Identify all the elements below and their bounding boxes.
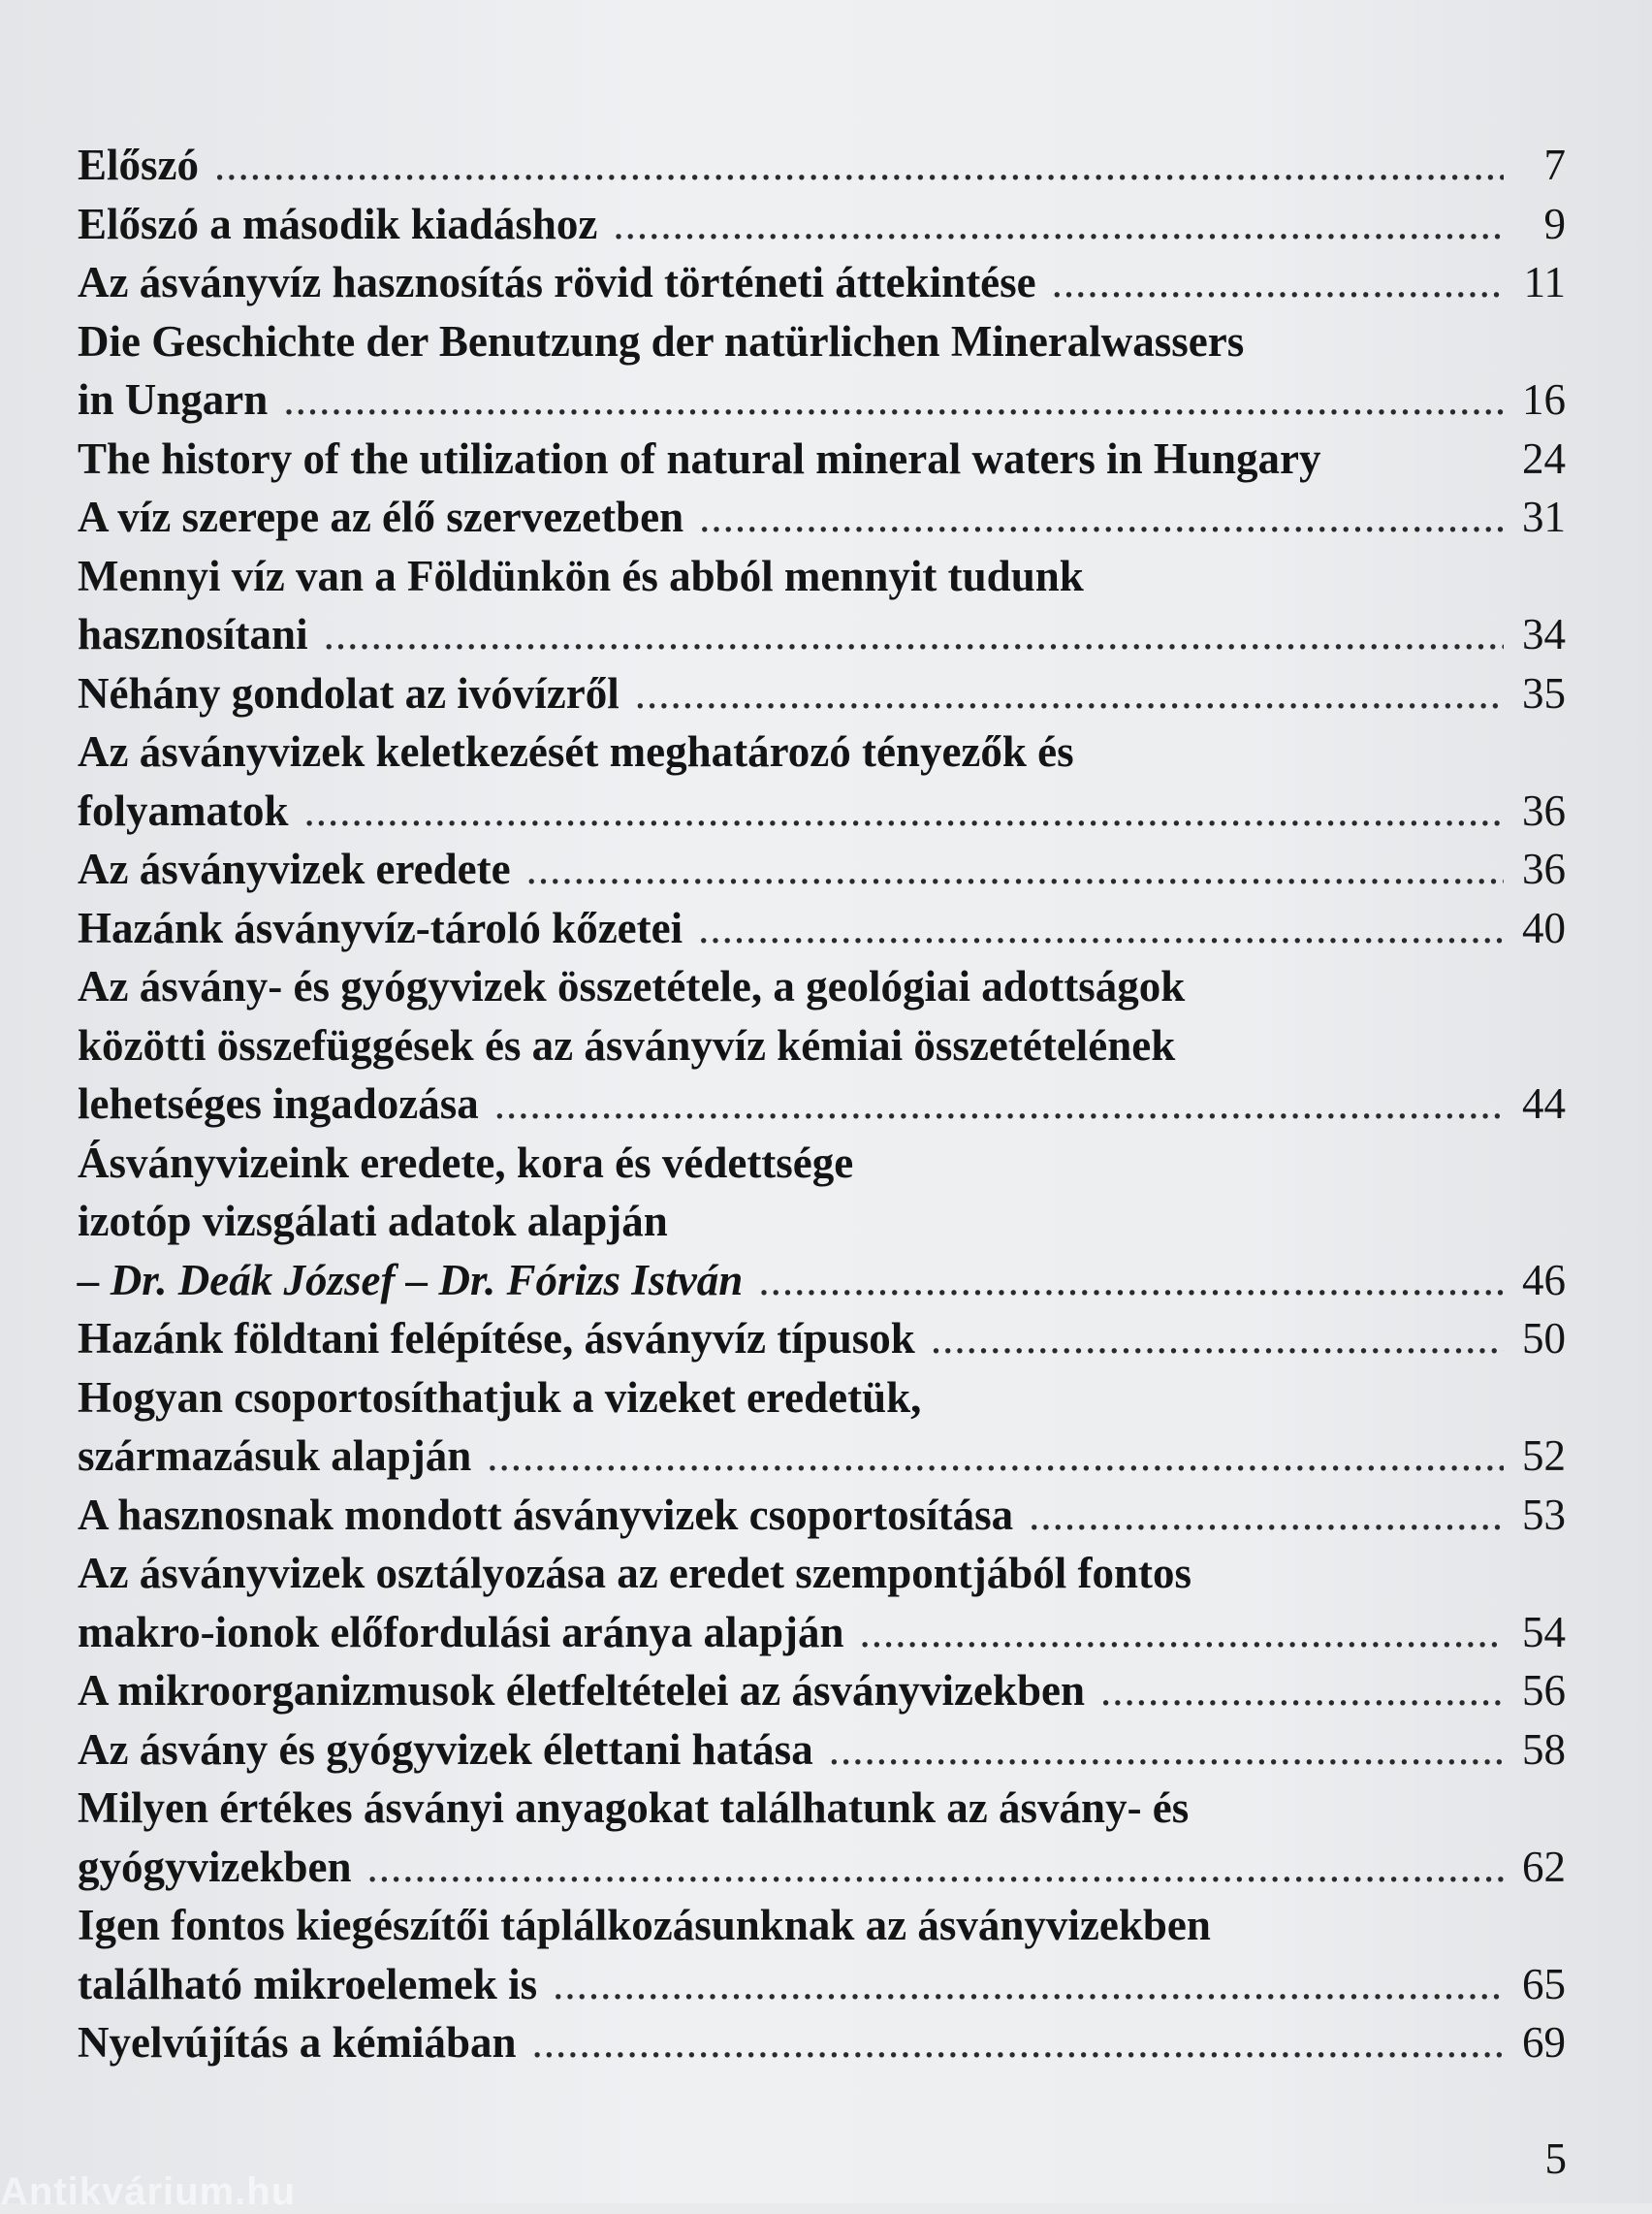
toc-entry-title: származásuk alapján — [78, 1431, 472, 1480]
toc-entry-title: Az ásványvíz hasznosítás rövid történeti áttekintése — [78, 258, 1036, 306]
toc-entry — [78, 722, 1566, 840]
toc-entry-last-line — [78, 782, 1566, 841]
toc-entry — [78, 957, 1566, 1134]
toc-entry — [78, 899, 1566, 958]
toc-entry-page: 69 — [1522, 2018, 1566, 2067]
toc-entry — [78, 430, 1566, 489]
toc-entry — [78, 488, 1566, 547]
toc-entry-title: Előszó a második kiadáshoz — [78, 199, 598, 248]
toc-entry-title: Hazánk ásványvíz-tároló kőzetei — [78, 903, 683, 952]
toc-entry-page: 50 — [1522, 1314, 1566, 1363]
toc-entry-last-line — [78, 1075, 1566, 1134]
dot-leader — [1052, 253, 1504, 312]
toc-entry-title: lehetséges ingadozása — [78, 1079, 479, 1128]
toc-entry-title: Néhány gondolat az ivóvízről — [78, 668, 620, 718]
toc-entry-last-line — [78, 1955, 1566, 2014]
toc-entry-page: 11 — [1523, 258, 1566, 306]
toc-entry — [78, 2013, 1566, 2072]
dot-leader — [829, 1720, 1504, 1780]
toc-entry-line: közötti összefüggések és az ásványvíz kémiai összetételének — [78, 1020, 1176, 1070]
toc-entry-title: A hasznosnak mondott ásványvizek csoportosítása — [78, 1490, 1014, 1539]
toc-entry-page: 24 — [1522, 433, 1566, 483]
dot-leader — [494, 1075, 1504, 1134]
toc-entry — [78, 1309, 1566, 1368]
toc-entry-page: 56 — [1522, 1666, 1566, 1715]
dot-leader — [367, 1838, 1504, 1897]
dot-leader — [613, 195, 1504, 254]
toc-entry-last-line — [78, 605, 1566, 664]
toc-entry-title: gyógyvizekben — [78, 1842, 352, 1891]
toc-entry-title: The history of the utilization of natural mineral waters in Hungary — [78, 433, 1321, 483]
toc-entry-last-line — [78, 899, 1566, 958]
toc-entry-line: Az ásvány- és gyógyvizek összetétele, a geológiai adottságok — [78, 962, 1186, 1011]
toc-entry-last-line — [78, 840, 1566, 899]
toc-entry-page: 7 — [1543, 141, 1566, 189]
toc-entry-page: 16 — [1522, 375, 1566, 424]
toc-entry-line: Ásványvizeink eredete, kora és védettsége — [78, 1138, 854, 1187]
toc-entry-page: 46 — [1522, 1255, 1566, 1304]
toc-entry-page: 9 — [1543, 199, 1566, 248]
toc-entry-page: 36 — [1522, 786, 1566, 835]
toc-entry — [78, 195, 1566, 254]
toc-entry-last-line — [78, 1251, 1566, 1310]
toc-entry-page: 44 — [1522, 1079, 1566, 1128]
toc-entry-line: Mennyi víz van a Földünkön és abból mennyit tudunk — [78, 551, 1084, 600]
table-of-contents — [78, 136, 1566, 2072]
toc-entry-line: Die Geschichte der Benutzung der natürlichen Mineralwassers — [78, 316, 1245, 366]
toc-entry-line: Milyen értékes ásványi anyagokat találhatunk az ásvány- és — [78, 1783, 1190, 1832]
toc-entry-title: Az ásvány és gyógyvizek élettani hatása — [78, 1724, 813, 1774]
dot-leader — [532, 2013, 1504, 2072]
toc-entry — [78, 840, 1566, 899]
dot-leader — [699, 488, 1504, 547]
toc-entry-title: található mikroelemek is — [78, 1959, 538, 2008]
toc-entry-last-line — [78, 664, 1566, 723]
toc-entry — [78, 1544, 1566, 1661]
watermark: Antikvárium.hu — [0, 2170, 297, 2213]
toc-entry-last-line — [78, 1486, 1566, 1545]
toc-entry — [78, 1134, 1566, 1310]
toc-entry-last-line — [78, 1603, 1566, 1662]
toc-entry-title: A víz szerepe az élő szervezetben — [78, 493, 684, 541]
toc-entry — [78, 1779, 1566, 1896]
toc-entry-line: izotóp vizsgálati adatok alapján — [78, 1197, 668, 1245]
dot-leader — [304, 782, 1505, 841]
toc-entry-page: 65 — [1522, 1959, 1566, 2008]
toc-entry-title: Hazánk földtani felépítése, ásványvíz típusok — [78, 1314, 915, 1363]
toc-entry-last-line — [78, 430, 1566, 489]
toc-entry — [78, 547, 1566, 664]
toc-entry-last-line — [78, 370, 1566, 430]
toc-entry — [78, 1368, 1566, 1486]
toc-entry-line: Hogyan csoportosíthatjuk a vizeket eredetük, — [78, 1372, 922, 1422]
toc-entry-title: – Dr. Deák József – Dr. Fórizs István — [78, 1255, 744, 1304]
toc-entry-line: Az ásványvizek keletkezését meghatározó tényezők és — [78, 727, 1074, 776]
toc-entry-page: 36 — [1522, 845, 1566, 893]
toc-entry-last-line — [78, 195, 1566, 254]
toc-entry-page: 58 — [1522, 1724, 1566, 1774]
dot-leader — [553, 1955, 1504, 2014]
toc-entry — [78, 1661, 1566, 1720]
toc-entry-last-line — [78, 1309, 1566, 1368]
toc-entry-last-line — [78, 136, 1566, 195]
dot-leader — [860, 1603, 1504, 1662]
toc-entry — [78, 1486, 1566, 1545]
toc-entry-line: Az ásványvizek osztályozása az eredet szempontjából fontos — [78, 1549, 1192, 1597]
toc-entry-page: 40 — [1522, 903, 1566, 952]
toc-entry — [78, 1896, 1566, 2013]
dot-leader — [487, 1427, 1504, 1486]
dot-leader — [698, 899, 1504, 958]
dot-leader — [758, 1251, 1504, 1310]
dot-leader — [214, 136, 1504, 195]
toc-entry-page: 34 — [1522, 610, 1566, 658]
toc-entry-last-line — [78, 1838, 1566, 1897]
toc-entry — [78, 136, 1566, 195]
toc-entry-line: Igen fontos kiegészítői táplálkozásunknak az ásványvizekben — [78, 1901, 1211, 1949]
toc-entry-page: 54 — [1522, 1607, 1566, 1656]
toc-entry-page: 62 — [1522, 1842, 1566, 1891]
toc-entry-title: makro-ionok előfordulási aránya alapján — [78, 1607, 844, 1656]
toc-entry-last-line — [78, 1720, 1566, 1780]
toc-entry-title: folyamatok — [78, 786, 289, 835]
dot-leader — [1100, 1661, 1504, 1720]
toc-entry-last-line — [78, 253, 1566, 312]
toc-entry — [78, 664, 1566, 723]
toc-entry — [78, 1720, 1566, 1780]
toc-entry-title: A mikroorganizmusok életfeltételei az ásványvizekben — [78, 1666, 1086, 1715]
dot-leader — [1029, 1486, 1504, 1545]
toc-entry-title: Az ásványvizek eredete — [78, 845, 511, 893]
toc-entry-page: 53 — [1522, 1490, 1566, 1539]
toc-entry-last-line — [78, 1427, 1566, 1486]
dot-leader — [324, 605, 1504, 664]
toc-entry-title: in Ungarn — [78, 375, 269, 424]
toc-entry — [78, 253, 1566, 312]
toc-entry-title: Nyelvújítás a kémiában — [78, 2018, 517, 2067]
toc-entry-last-line — [78, 1661, 1566, 1720]
toc-entry-title: hasznosítani — [78, 610, 308, 658]
toc-entry-page: 35 — [1522, 668, 1566, 718]
toc-entry-page: 31 — [1522, 493, 1566, 541]
toc-entry-last-line — [78, 2013, 1566, 2072]
dot-leader — [526, 840, 1504, 899]
toc-entry-last-line — [78, 488, 1566, 547]
dot-leader — [931, 1309, 1504, 1368]
toc-entry-page: 52 — [1522, 1431, 1566, 1480]
toc-entry — [78, 312, 1566, 430]
toc-entry-title: Előszó — [78, 141, 200, 189]
dot-leader — [635, 664, 1504, 723]
page-number: 5 — [1544, 2134, 1567, 2183]
dot-leader — [283, 370, 1504, 430]
